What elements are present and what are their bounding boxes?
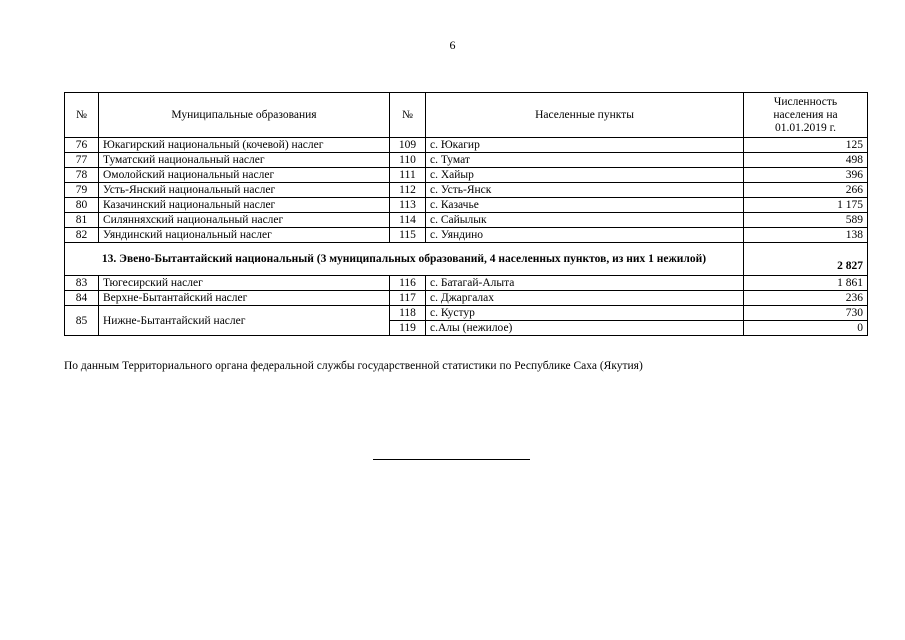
row-settlement-num: 111: [390, 168, 426, 183]
row-population: 1 175: [744, 198, 868, 213]
table-row: [65, 291, 868, 306]
row-municipality: Казачинский национальный наслег: [99, 198, 390, 213]
row-population: 125: [744, 138, 868, 153]
group-title: 13. Эвено-Бытантайский национальный (3 муниципальных образований, 4 населенных пунктов, из них 1 нежилой): [65, 243, 744, 276]
row-settlement-num: 116: [390, 276, 426, 291]
group-total: 2 827: [744, 243, 868, 276]
row-settlement: с. Казачье: [426, 198, 744, 213]
row-municipality: Юкагирский национальный (кочевой) наслег: [99, 138, 390, 153]
table-row: [65, 198, 868, 213]
header-settlement-num: №: [390, 93, 426, 138]
table-header-row: [65, 93, 868, 138]
row-population: 498: [744, 153, 868, 168]
row-municipality: Верхне-Бытантайский наслег: [99, 291, 390, 306]
header-num: №: [65, 93, 99, 138]
table-row: [65, 153, 868, 168]
footer-rule: [373, 459, 530, 460]
row-settlement-num: 113: [390, 198, 426, 213]
table-row: [65, 168, 868, 183]
row-municipality: Нижне-Бытантайский наслег: [99, 306, 390, 336]
row-settlement: с. Хайыр: [426, 168, 744, 183]
row-municipality: Силянняхский национальный наслег: [99, 213, 390, 228]
page-number: 6: [449, 38, 456, 52]
row-num: 79: [65, 183, 99, 198]
row-settlement: с. Юкагир: [426, 138, 744, 153]
row-settlement: с. Батагай-Алыта: [426, 276, 744, 291]
row-population: 589: [744, 213, 868, 228]
table-row: [65, 213, 868, 228]
row-num: 77: [65, 153, 99, 168]
row-num: 78: [65, 168, 99, 183]
row-settlement-num: 112: [390, 183, 426, 198]
row-population: 266: [744, 183, 868, 198]
header-population: Численность населения на 01.01.2019 г.: [744, 93, 868, 138]
row-settlement: с. Сайылык: [426, 213, 744, 228]
row-settlement: с.Алы (нежилое): [426, 321, 744, 336]
row-municipality: Туматский национальный наслег: [99, 153, 390, 168]
row-num: 85: [65, 306, 99, 336]
row-settlement: с. Тумат: [426, 153, 744, 168]
row-population: 0: [744, 321, 868, 336]
row-settlement-num: 115: [390, 228, 426, 243]
header-settlement: Населенные пункты: [426, 93, 744, 138]
table-row: [65, 276, 868, 291]
row-municipality: Усть-Янский национальный наслег: [99, 183, 390, 198]
row-num: 81: [65, 213, 99, 228]
row-municipality: Тюгесирский наслег: [99, 276, 390, 291]
row-num: 80: [65, 198, 99, 213]
table-row: [65, 183, 868, 198]
population-table: [64, 92, 868, 336]
source-note: По данным Территориального органа федеральной службы государственной статистики по Республике Саха (Якутия): [64, 360, 643, 372]
row-settlement-num: 110: [390, 153, 426, 168]
row-settlement: с. Усть-Янск: [426, 183, 744, 198]
group-row: [65, 243, 868, 276]
row-settlement: с. Кустур: [426, 306, 744, 321]
header-municipality: Муниципальные образования: [99, 93, 390, 138]
row-num: 76: [65, 138, 99, 153]
row-population: 730: [744, 306, 868, 321]
row-settlement-num: 109: [390, 138, 426, 153]
row-settlement-num: 117: [390, 291, 426, 306]
row-num: 82: [65, 228, 99, 243]
row-population: 236: [744, 291, 868, 306]
table-row: [65, 306, 868, 321]
row-settlement-num: 119: [390, 321, 426, 336]
row-population: 138: [744, 228, 868, 243]
row-settlement-num: 114: [390, 213, 426, 228]
row-settlement: с. Уяндино: [426, 228, 744, 243]
row-settlement: с. Джаргалах: [426, 291, 744, 306]
row-settlement-num: 118: [390, 306, 426, 321]
row-population: 396: [744, 168, 868, 183]
row-num: 83: [65, 276, 99, 291]
row-municipality: Уяндинский национальный наслег: [99, 228, 390, 243]
table-row: [65, 228, 868, 243]
row-num: 84: [65, 291, 99, 306]
row-municipality: Омолойский национальный наслег: [99, 168, 390, 183]
row-population: 1 861: [744, 276, 868, 291]
table-row: [65, 138, 868, 153]
